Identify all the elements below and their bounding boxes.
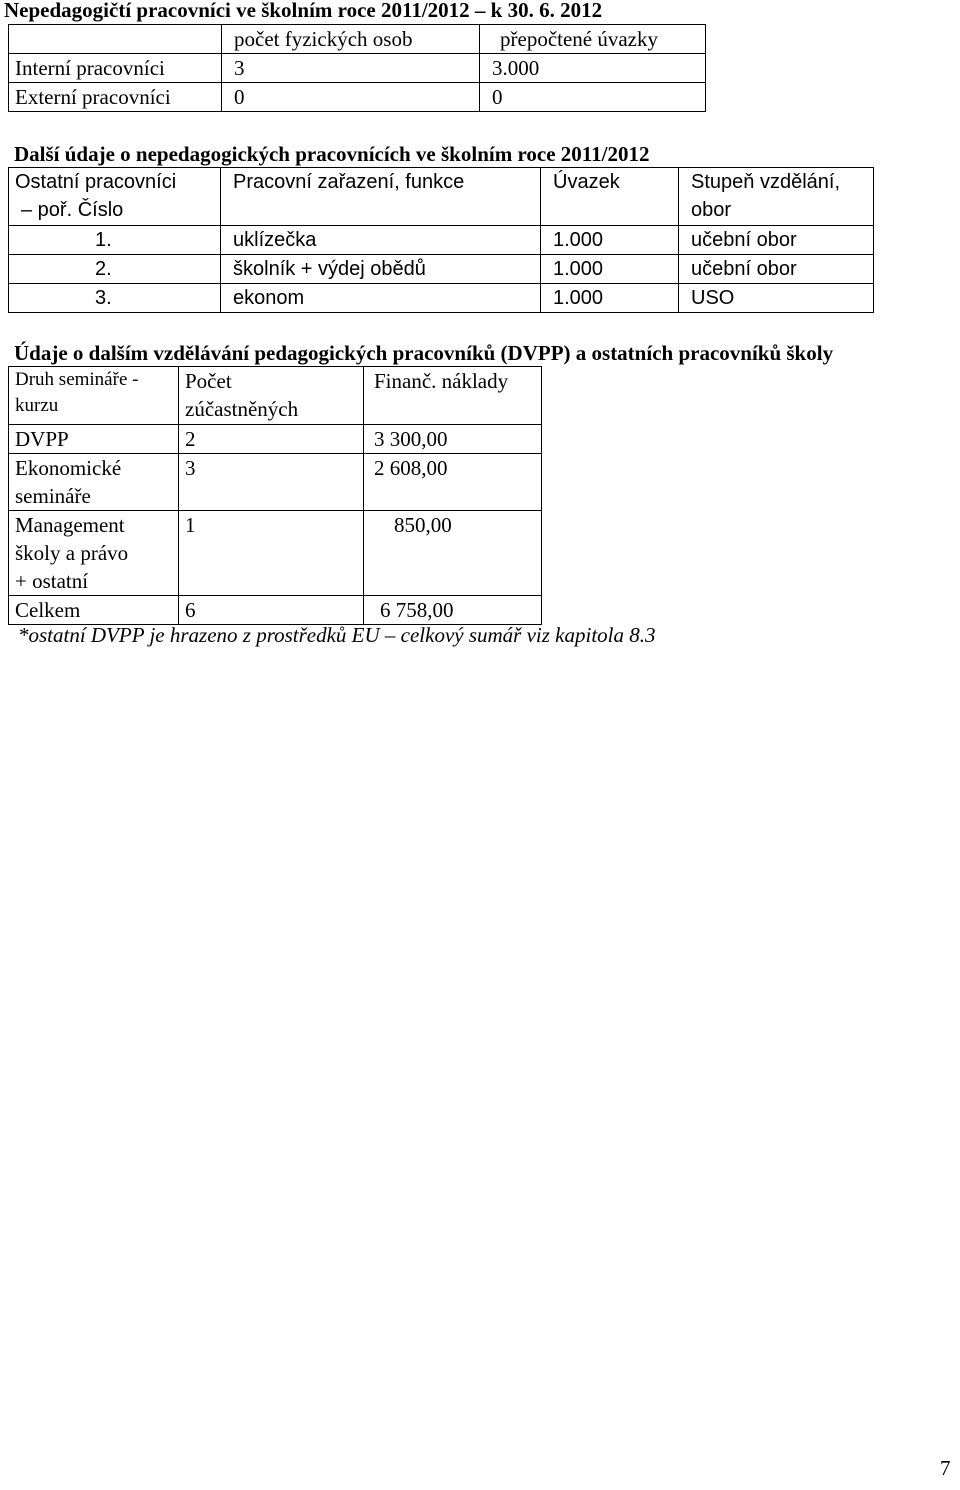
table-row [9,511,542,596]
table-row [9,83,706,112]
table-header-cell: počet fyzických osob [222,25,480,54]
table-cell: uklízečka [221,226,541,255]
table-row [9,25,706,54]
table-row [9,367,542,425]
table-header-cell: Úvazek [541,168,679,226]
cell-line: Management [15,513,125,537]
table-row [9,226,874,255]
table-header-cell [179,367,364,425]
further-education-table [8,366,542,625]
table-cell: 3 300,00 [364,425,542,454]
header-line: Druh semináře - [15,369,139,390]
table-cell: 1. [9,226,221,255]
heading-further-education: Údaje o dalším vzdělávání pedagogických pracovníků (DVPP) a ostatních pracovníků školy [14,341,834,365]
header-line: zúčastněných [185,397,299,421]
table-row [9,168,874,226]
table-header-cell [9,168,221,226]
table-cell: 6 [179,596,364,625]
page-number: 7 [940,1456,951,1480]
header-line: – poř. Číslo [21,199,124,221]
table-cell: školník + výdej obědů [221,255,541,284]
table-cell [9,511,179,596]
header-line: kurzu [15,395,59,416]
cell-line: školy a právo [15,541,129,565]
table-cell: 1.000 [541,226,679,255]
table-cell: Interní pracovníci [9,54,222,83]
other-staff-table [8,167,874,313]
table-row [9,284,874,313]
table-cell: 3 [179,454,364,511]
table-header-cell [679,168,874,226]
heading-nonpedagogical-staff: Nepedagogičtí pracovníci ve školním roce 2011/2012 – k 30. 6. 2012 [4,0,603,22]
footnote: *ostatní DVPP je hrazeno z prostředků EU – celkový sumář viz kapitola 8.3 [18,623,656,647]
table-header-cell: Finanč. náklady [364,367,542,425]
table-cell [9,25,222,54]
table-header-cell: přepočtené úvazky [480,25,706,54]
table-cell: 3 [222,54,480,83]
table-header-cell: Pracovní zařazení, funkce [221,168,541,226]
table-cell: 1.000 [541,284,679,313]
table-header-cell [9,367,179,425]
header-line: Stupeň vzdělání, [691,171,840,193]
cell-line: semináře [15,484,91,508]
header-line: Počet [185,369,232,393]
table-cell: USO [679,284,874,313]
table-cell: 2 608,00 [364,454,542,511]
heading-other-staff-data: Další údaje o nepedagogických pracovnících ve školním roce 2011/2012 [14,142,650,166]
table-cell: 0 [480,83,706,112]
cell-line: Ekonomické [15,456,122,480]
table-cell [9,454,179,511]
table-cell: 850,00 [364,511,542,596]
table-row [9,425,542,454]
table-cell: Externí pracovníci [9,83,222,112]
table-row [9,255,874,284]
table-row [9,54,706,83]
table-cell: 2. [9,255,221,284]
table-cell: DVPP [9,425,179,454]
table-cell: 6 758,00 [364,596,542,625]
table-row [9,596,542,625]
table-cell: 2 [179,425,364,454]
table-cell: 1 [179,511,364,596]
table-cell: 1.000 [541,255,679,284]
table-cell: ekonom [221,284,541,313]
table-cell: 0 [222,83,480,112]
header-line: Ostatní pracovníci [15,171,177,193]
table-cell: 3.000 [480,54,706,83]
table-row [9,454,542,511]
table-cell: Celkem [9,596,179,625]
table-cell: učební obor [679,226,874,255]
staff-count-table [8,24,706,112]
table-cell: učební obor [679,255,874,284]
cell-line: + ostatní [15,569,89,593]
table-cell: 3. [9,284,221,313]
header-line: obor [691,199,732,221]
